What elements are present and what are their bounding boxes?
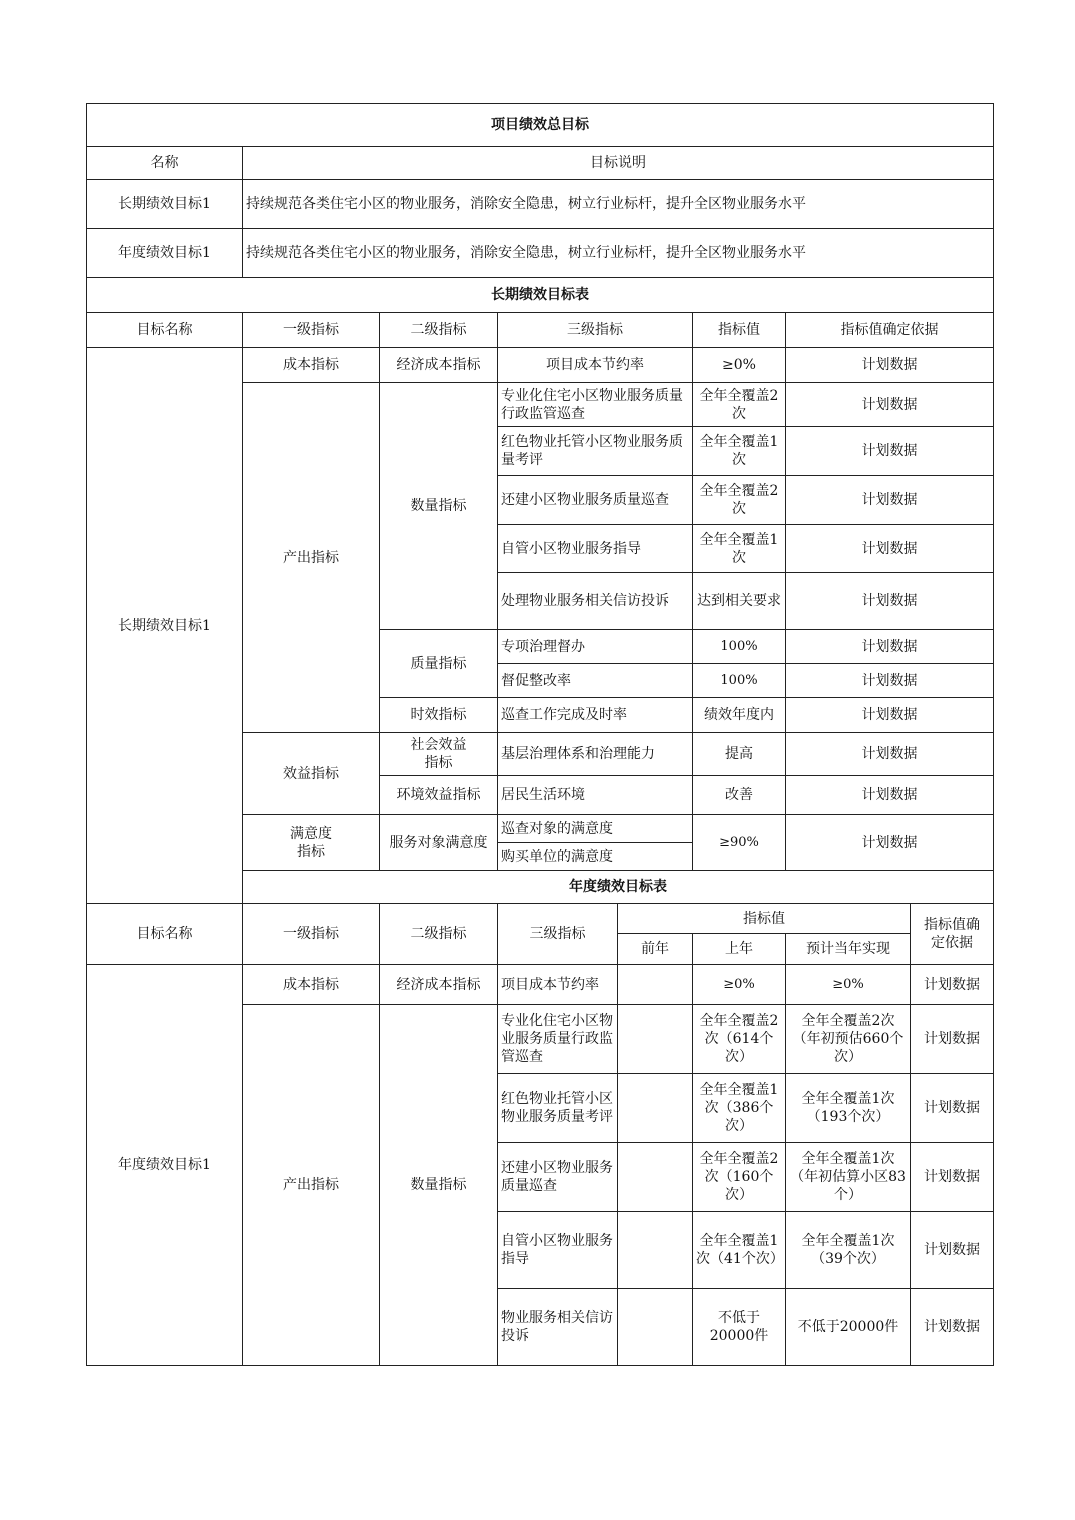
expected-cell: 不低于20000件 bbox=[786, 1289, 911, 1366]
l2-quantity: 数量指标 bbox=[380, 383, 498, 630]
last-cell: ≥0% bbox=[693, 965, 786, 1005]
l3-cell: 专项治理督办 bbox=[498, 630, 693, 664]
l2-env: 环境效益指标 bbox=[380, 776, 498, 815]
last-cell: 全年全覆盖1次（41个次） bbox=[693, 1212, 786, 1289]
expected-cell: 全年全覆盖1次（39个次） bbox=[786, 1212, 911, 1289]
basis-cell: 计划数据 bbox=[786, 383, 994, 427]
l3-cell: 自管小区物业服务指导 bbox=[498, 1212, 618, 1289]
overall-title: 项目绩效总目标 bbox=[87, 104, 994, 147]
l3-cell: 基层治理体系和治理能力 bbox=[498, 733, 693, 776]
expected-cell: ≥0% bbox=[786, 965, 911, 1005]
last-cell: 全年全覆盖2次（160个次） bbox=[693, 1143, 786, 1212]
value-cell: 达到相关要求 bbox=[693, 573, 786, 630]
header-l3: 三级指标 bbox=[498, 313, 693, 348]
basis-cell: 计划数据 bbox=[786, 476, 994, 525]
l3-cell: 红色物业托管小区物业服务质量考评 bbox=[498, 427, 693, 476]
overall-goal-name: 长期绩效目标1 bbox=[87, 180, 243, 229]
header-expected: 预计当年实现 bbox=[786, 934, 911, 965]
longterm-header-row bbox=[87, 313, 994, 348]
l3-cell: 购买单位的满意度 bbox=[498, 843, 693, 871]
basis-cell: 计划数据 bbox=[786, 630, 994, 664]
l1-output: 产出指标 bbox=[243, 383, 380, 733]
l3-cell: 还建小区物业服务质量巡查 bbox=[498, 476, 693, 525]
l3-cell: 项目成本节约率 bbox=[498, 348, 693, 383]
basis-cell: 计划数据 bbox=[786, 698, 994, 733]
overall-goal-name: 年度绩效目标1 bbox=[87, 229, 243, 278]
l2-quality: 质量指标 bbox=[380, 630, 498, 698]
l2-econ-cost: 经济成本指标 bbox=[380, 965, 498, 1005]
expected-cell: 全年全覆盖1次（193个次） bbox=[786, 1074, 911, 1143]
prev-cell bbox=[618, 965, 693, 1005]
basis-cell: 计划数据 bbox=[911, 1074, 994, 1143]
basis-cell: 计划数据 bbox=[911, 1212, 994, 1289]
header-l2: 二级指标 bbox=[380, 313, 498, 348]
basis-cell: 计划数据 bbox=[786, 664, 994, 698]
l3-cell: 还建小区物业服务质量巡查 bbox=[498, 1143, 618, 1212]
header-last-year: 上年 bbox=[693, 934, 786, 965]
header-basis: 指标值确 定依据 bbox=[911, 904, 994, 965]
prev-cell bbox=[618, 1143, 693, 1212]
last-cell: 全年全覆盖1次（386个次） bbox=[693, 1074, 786, 1143]
annual-goal-name: 年度绩效目标1 bbox=[87, 965, 243, 1366]
overall-col-name: 名称 bbox=[87, 147, 243, 180]
basis-cell: 计划数据 bbox=[911, 1289, 994, 1366]
l3-cell: 项目成本节约率 bbox=[498, 965, 618, 1005]
basis-cell: 计划数据 bbox=[786, 573, 994, 630]
value-cell: ≥90% bbox=[693, 815, 786, 871]
l2-econ-cost: 经济成本指标 bbox=[380, 348, 498, 383]
basis-cell: 计划数据 bbox=[786, 815, 994, 871]
value-cell: 全年全覆盖1次 bbox=[693, 525, 786, 573]
header-l1: 一级指标 bbox=[243, 904, 380, 965]
overall-goal-desc: 持续规范各类住宅小区的物业服务，消除安全隐患，树立行业标杆，提升全区物业服务水平 bbox=[243, 180, 994, 229]
header-l2: 二级指标 bbox=[380, 904, 498, 965]
value-cell: 提高 bbox=[693, 733, 786, 776]
l2-social: 社会效益 指标 bbox=[380, 733, 498, 776]
expected-cell: 全年全覆盖2次（年初预估660个次） bbox=[786, 1005, 911, 1074]
longterm-title: 长期绩效目标表 bbox=[87, 278, 994, 313]
l3-cell: 巡查对象的满意度 bbox=[498, 815, 693, 843]
value-cell: 全年全覆盖2次 bbox=[693, 476, 786, 525]
prev-cell bbox=[618, 1074, 693, 1143]
value-cell: 全年全覆盖2次 bbox=[693, 383, 786, 427]
l1-cost: 成本指标 bbox=[243, 348, 380, 383]
l3-cell: 巡查工作完成及时率 bbox=[498, 698, 693, 733]
l1-output: 产出指标 bbox=[243, 1005, 380, 1366]
l1-cost: 成本指标 bbox=[243, 965, 380, 1005]
l3-cell: 处理物业服务相关信访投诉 bbox=[498, 573, 693, 630]
expected-cell: 全年全覆盖1次（年初估算小区83个） bbox=[786, 1143, 911, 1212]
header-l1: 一级指标 bbox=[243, 313, 380, 348]
table-row bbox=[87, 348, 994, 383]
basis-cell: 计划数据 bbox=[786, 427, 994, 476]
l3-cell: 督促整改率 bbox=[498, 664, 693, 698]
value-cell: 改善 bbox=[693, 776, 786, 815]
l2-service-satisfaction: 服务对象满意度 bbox=[380, 815, 498, 871]
performance-goals-document bbox=[86, 103, 993, 1366]
longterm-goal-name: 长期绩效目标1 bbox=[87, 348, 243, 904]
header-prev-year: 前年 bbox=[618, 934, 693, 965]
l3-cell: 居民生活环境 bbox=[498, 776, 693, 815]
prev-cell bbox=[618, 1005, 693, 1074]
l3-cell: 专业化住宅小区物业服务质量行政监管巡查 bbox=[498, 1005, 618, 1074]
basis-cell: 计划数据 bbox=[786, 348, 994, 383]
last-cell: 全年全覆盖2次（614个次） bbox=[693, 1005, 786, 1074]
basis-cell: 计划数据 bbox=[911, 965, 994, 1005]
l1-satisfaction: 满意度 指标 bbox=[243, 815, 380, 871]
l3-cell: 红色物业托管小区物业服务质量考评 bbox=[498, 1074, 618, 1143]
basis-cell: 计划数据 bbox=[786, 733, 994, 776]
table-row bbox=[87, 180, 994, 229]
header-goal: 目标名称 bbox=[87, 904, 243, 965]
basis-cell: 计划数据 bbox=[911, 1005, 994, 1074]
prev-cell bbox=[618, 1289, 693, 1366]
l1-benefit: 效益指标 bbox=[243, 733, 380, 815]
value-cell: 全年全覆盖1次 bbox=[693, 427, 786, 476]
performance-table bbox=[86, 103, 994, 1366]
annual-header-row bbox=[87, 904, 994, 934]
overall-goal-desc: 持续规范各类住宅小区的物业服务，消除安全隐患，树立行业标杆，提升全区物业服务水平 bbox=[243, 229, 994, 278]
table-row bbox=[87, 965, 994, 1005]
l2-timeliness: 时效指标 bbox=[380, 698, 498, 733]
annual-title: 年度绩效目标表 bbox=[243, 871, 994, 904]
l3-cell: 自管小区物业服务指导 bbox=[498, 525, 693, 573]
basis-cell: 计划数据 bbox=[786, 525, 994, 573]
header-goal: 目标名称 bbox=[87, 313, 243, 348]
l3-cell: 物业服务相关信访投诉 bbox=[498, 1289, 618, 1366]
header-l3: 三级指标 bbox=[498, 904, 618, 965]
last-cell: 不低于20000件 bbox=[693, 1289, 786, 1366]
value-cell: 绩效年度内 bbox=[693, 698, 786, 733]
l2-quantity: 数量指标 bbox=[380, 1005, 498, 1366]
prev-cell bbox=[618, 1212, 693, 1289]
header-basis: 指标值确定依据 bbox=[786, 313, 994, 348]
header-value: 指标值 bbox=[693, 313, 786, 348]
basis-cell: 计划数据 bbox=[911, 1143, 994, 1212]
value-cell: 100% bbox=[693, 630, 786, 664]
overall-col-desc: 目标说明 bbox=[243, 147, 994, 180]
value-cell: ≥0% bbox=[693, 348, 786, 383]
basis-cell: 计划数据 bbox=[786, 776, 994, 815]
table-row bbox=[87, 229, 994, 278]
l3-cell: 专业化住宅小区物业服务质量行政监管巡查 bbox=[498, 383, 693, 427]
value-cell: 100% bbox=[693, 664, 786, 698]
header-value: 指标值 bbox=[618, 904, 911, 934]
